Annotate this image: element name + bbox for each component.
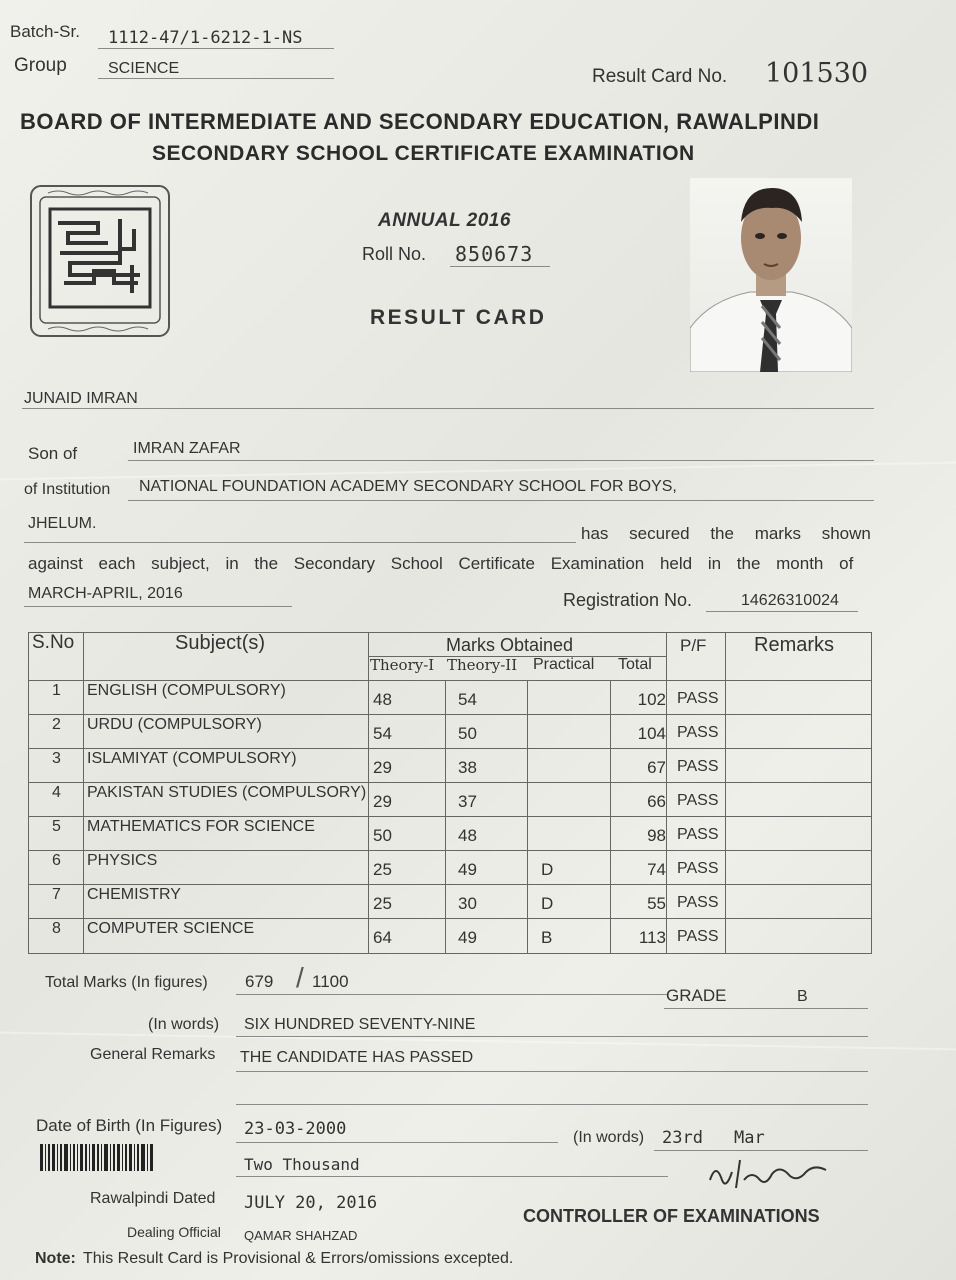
candidate-photo: [690, 178, 852, 372]
controller-title: CONTROLLER OF EXAMINATIONS: [523, 1206, 820, 1226]
row-pf: PASS: [677, 826, 719, 843]
dealing-label: Dealing Official: [127, 1224, 221, 1240]
card-title: RESULT CARD: [370, 306, 547, 329]
header-total: Total: [618, 656, 652, 673]
dob-words-day: 23rd: [662, 1128, 703, 1148]
row-theory2: 49: [458, 928, 477, 947]
row-total: 113: [638, 928, 666, 947]
note-label: Note:: [35, 1250, 76, 1267]
registration-label: Registration No.: [563, 590, 693, 610]
roll-no-label: Roll No.: [362, 244, 427, 264]
header-theory1: Theory-I: [370, 656, 435, 674]
dated-label: Rawalpindi Dated: [90, 1190, 216, 1207]
general-remarks-label: General Remarks: [90, 1046, 216, 1063]
board-seal-logo: [28, 183, 172, 339]
row-subject: ENGLISH (COMPULSORY): [87, 682, 286, 699]
total-max: 1100: [312, 972, 349, 991]
row-pf: PASS: [677, 758, 719, 775]
father-name: IMRAN ZAFAR: [133, 440, 241, 457]
row-subject: PAKISTAN STUDIES (COMPULSORY): [87, 784, 367, 801]
row-theory2: 50: [458, 724, 477, 743]
roll-no: 850673: [455, 242, 534, 266]
header-remarks: Remarks: [754, 634, 835, 656]
row-sno: 5: [52, 818, 61, 835]
row-practical: D: [541, 894, 554, 913]
grade: B: [797, 988, 808, 1005]
header-marks-obtained: Marks Obtained: [446, 635, 574, 655]
row-theory2: 49: [458, 860, 477, 879]
row-pf: PASS: [677, 792, 719, 809]
row-theory2: 54: [458, 690, 477, 709]
row-sno: 1: [52, 682, 61, 699]
row-pf: PASS: [677, 928, 719, 945]
institution-line1: NATIONAL FOUNDATION ACADEMY SECONDARY SCHOOL FOR BOYS,: [139, 478, 677, 495]
total-figures-label: Total Marks (In figures): [45, 974, 208, 991]
row-theory1: 25: [373, 860, 392, 879]
row-subject: URDU (COMPULSORY): [87, 716, 262, 733]
session: ANNUAL 2016: [378, 210, 511, 231]
dob-words-year: Two Thousand: [244, 1155, 360, 1174]
row-theory1: 50: [373, 826, 392, 845]
dob-label: Date of Birth (In Figures): [36, 1116, 223, 1135]
row-sno: 4: [52, 784, 61, 801]
group-value: SCIENCE: [108, 60, 180, 77]
grade-label: GRADE: [666, 986, 727, 1005]
total-obtained: 679: [245, 972, 274, 991]
row-total: 102: [637, 690, 666, 709]
general-remarks: THE CANDIDATE HAS PASSED: [240, 1049, 474, 1066]
row-subject: PHYSICS: [87, 852, 158, 869]
row-total: 66: [647, 792, 666, 811]
row-theory1: 48: [373, 690, 392, 709]
row-subject: CHEMISTRY: [87, 886, 181, 903]
row-pf: PASS: [677, 860, 719, 877]
result-card-no: 101530: [765, 58, 869, 89]
barcode: [40, 1144, 154, 1171]
row-total: 74: [647, 860, 666, 879]
header-theory2: Theory-II: [447, 656, 518, 674]
row-theory1: 54: [373, 724, 392, 743]
row-total: 55: [647, 894, 666, 913]
row-total: 98: [647, 826, 666, 845]
row-theory2: 38: [458, 758, 477, 777]
exam-title: SECONDARY SCHOOL CERTIFICATE EXAMINATION: [152, 142, 695, 165]
row-theory2: 30: [458, 894, 477, 913]
dealing-official: QAMAR SHAHZAD: [244, 1228, 358, 1243]
row-sno: 2: [52, 716, 61, 733]
row-sno: 6: [52, 852, 61, 869]
row-subject: COMPUTER SCIENCE: [87, 920, 255, 937]
row-subject: ISLAMIYAT (COMPULSORY): [87, 750, 297, 767]
exam-month: MARCH-APRIL, 2016: [28, 585, 183, 602]
board-title: BOARD OF INTERMEDIATE AND SECONDARY EDUCATION, RAWALPINDI: [20, 109, 820, 134]
row-pf: PASS: [677, 724, 719, 741]
total-in-words: SIX HUNDRED SEVENTY-NINE: [244, 1016, 476, 1033]
institution-line2: JHELUM.: [28, 515, 97, 532]
statement-part1: has secured the marks shown: [581, 524, 871, 543]
row-theory1: 25: [373, 894, 392, 913]
dated: JULY 20, 2016: [244, 1193, 378, 1213]
note-text: This Result Card is Provisional & Errors/omissions excepted.: [83, 1250, 514, 1267]
row-theory2: 37: [458, 792, 477, 811]
statement-part2: against each subject, in the Secondary School Certificate Examination held in the month of: [28, 554, 854, 573]
group-label: Group: [14, 55, 67, 76]
candidate-name: JUNAID IMRAN: [24, 390, 138, 407]
dob-words-month: Mar: [734, 1128, 765, 1148]
row-pf: PASS: [677, 690, 719, 707]
result-card-no-label: Result Card No.: [592, 66, 728, 87]
row-theory1: 29: [373, 792, 392, 811]
row-pf: PASS: [677, 894, 719, 911]
row-practical: B: [541, 928, 553, 947]
row-total: 104: [637, 724, 666, 743]
in-words-label: (In words): [148, 1016, 220, 1033]
institution-label: of Institution: [24, 481, 111, 498]
header-pf: P/F: [680, 636, 707, 655]
row-subject: MATHEMATICS FOR SCIENCE: [87, 818, 315, 835]
row-sno: 3: [52, 750, 61, 767]
header-practical: Practical: [533, 656, 595, 673]
row-total: 67: [647, 758, 666, 777]
marks-table: [28, 632, 872, 954]
dob: 23-03-2000: [244, 1119, 347, 1139]
header-subject: Subject(s): [175, 632, 266, 654]
son-of-label: Son of: [28, 444, 78, 463]
fraction-slash: /: [296, 962, 304, 993]
row-sno: 7: [52, 886, 61, 903]
batch-value: 1112-47/1-6212-1-NS: [108, 28, 303, 48]
row-sno: 8: [52, 920, 61, 937]
row-theory1: 64: [373, 928, 392, 947]
dob-words-label: (In words): [573, 1129, 645, 1146]
batch-label: Batch-Sr.: [10, 22, 80, 41]
row-theory2: 48: [458, 826, 477, 845]
controller-signature: [700, 1150, 834, 1198]
row-theory1: 29: [373, 758, 392, 777]
header-sno: S.No: [32, 632, 75, 653]
registration-no: 14626310024: [741, 592, 839, 609]
row-practical: D: [541, 860, 554, 879]
